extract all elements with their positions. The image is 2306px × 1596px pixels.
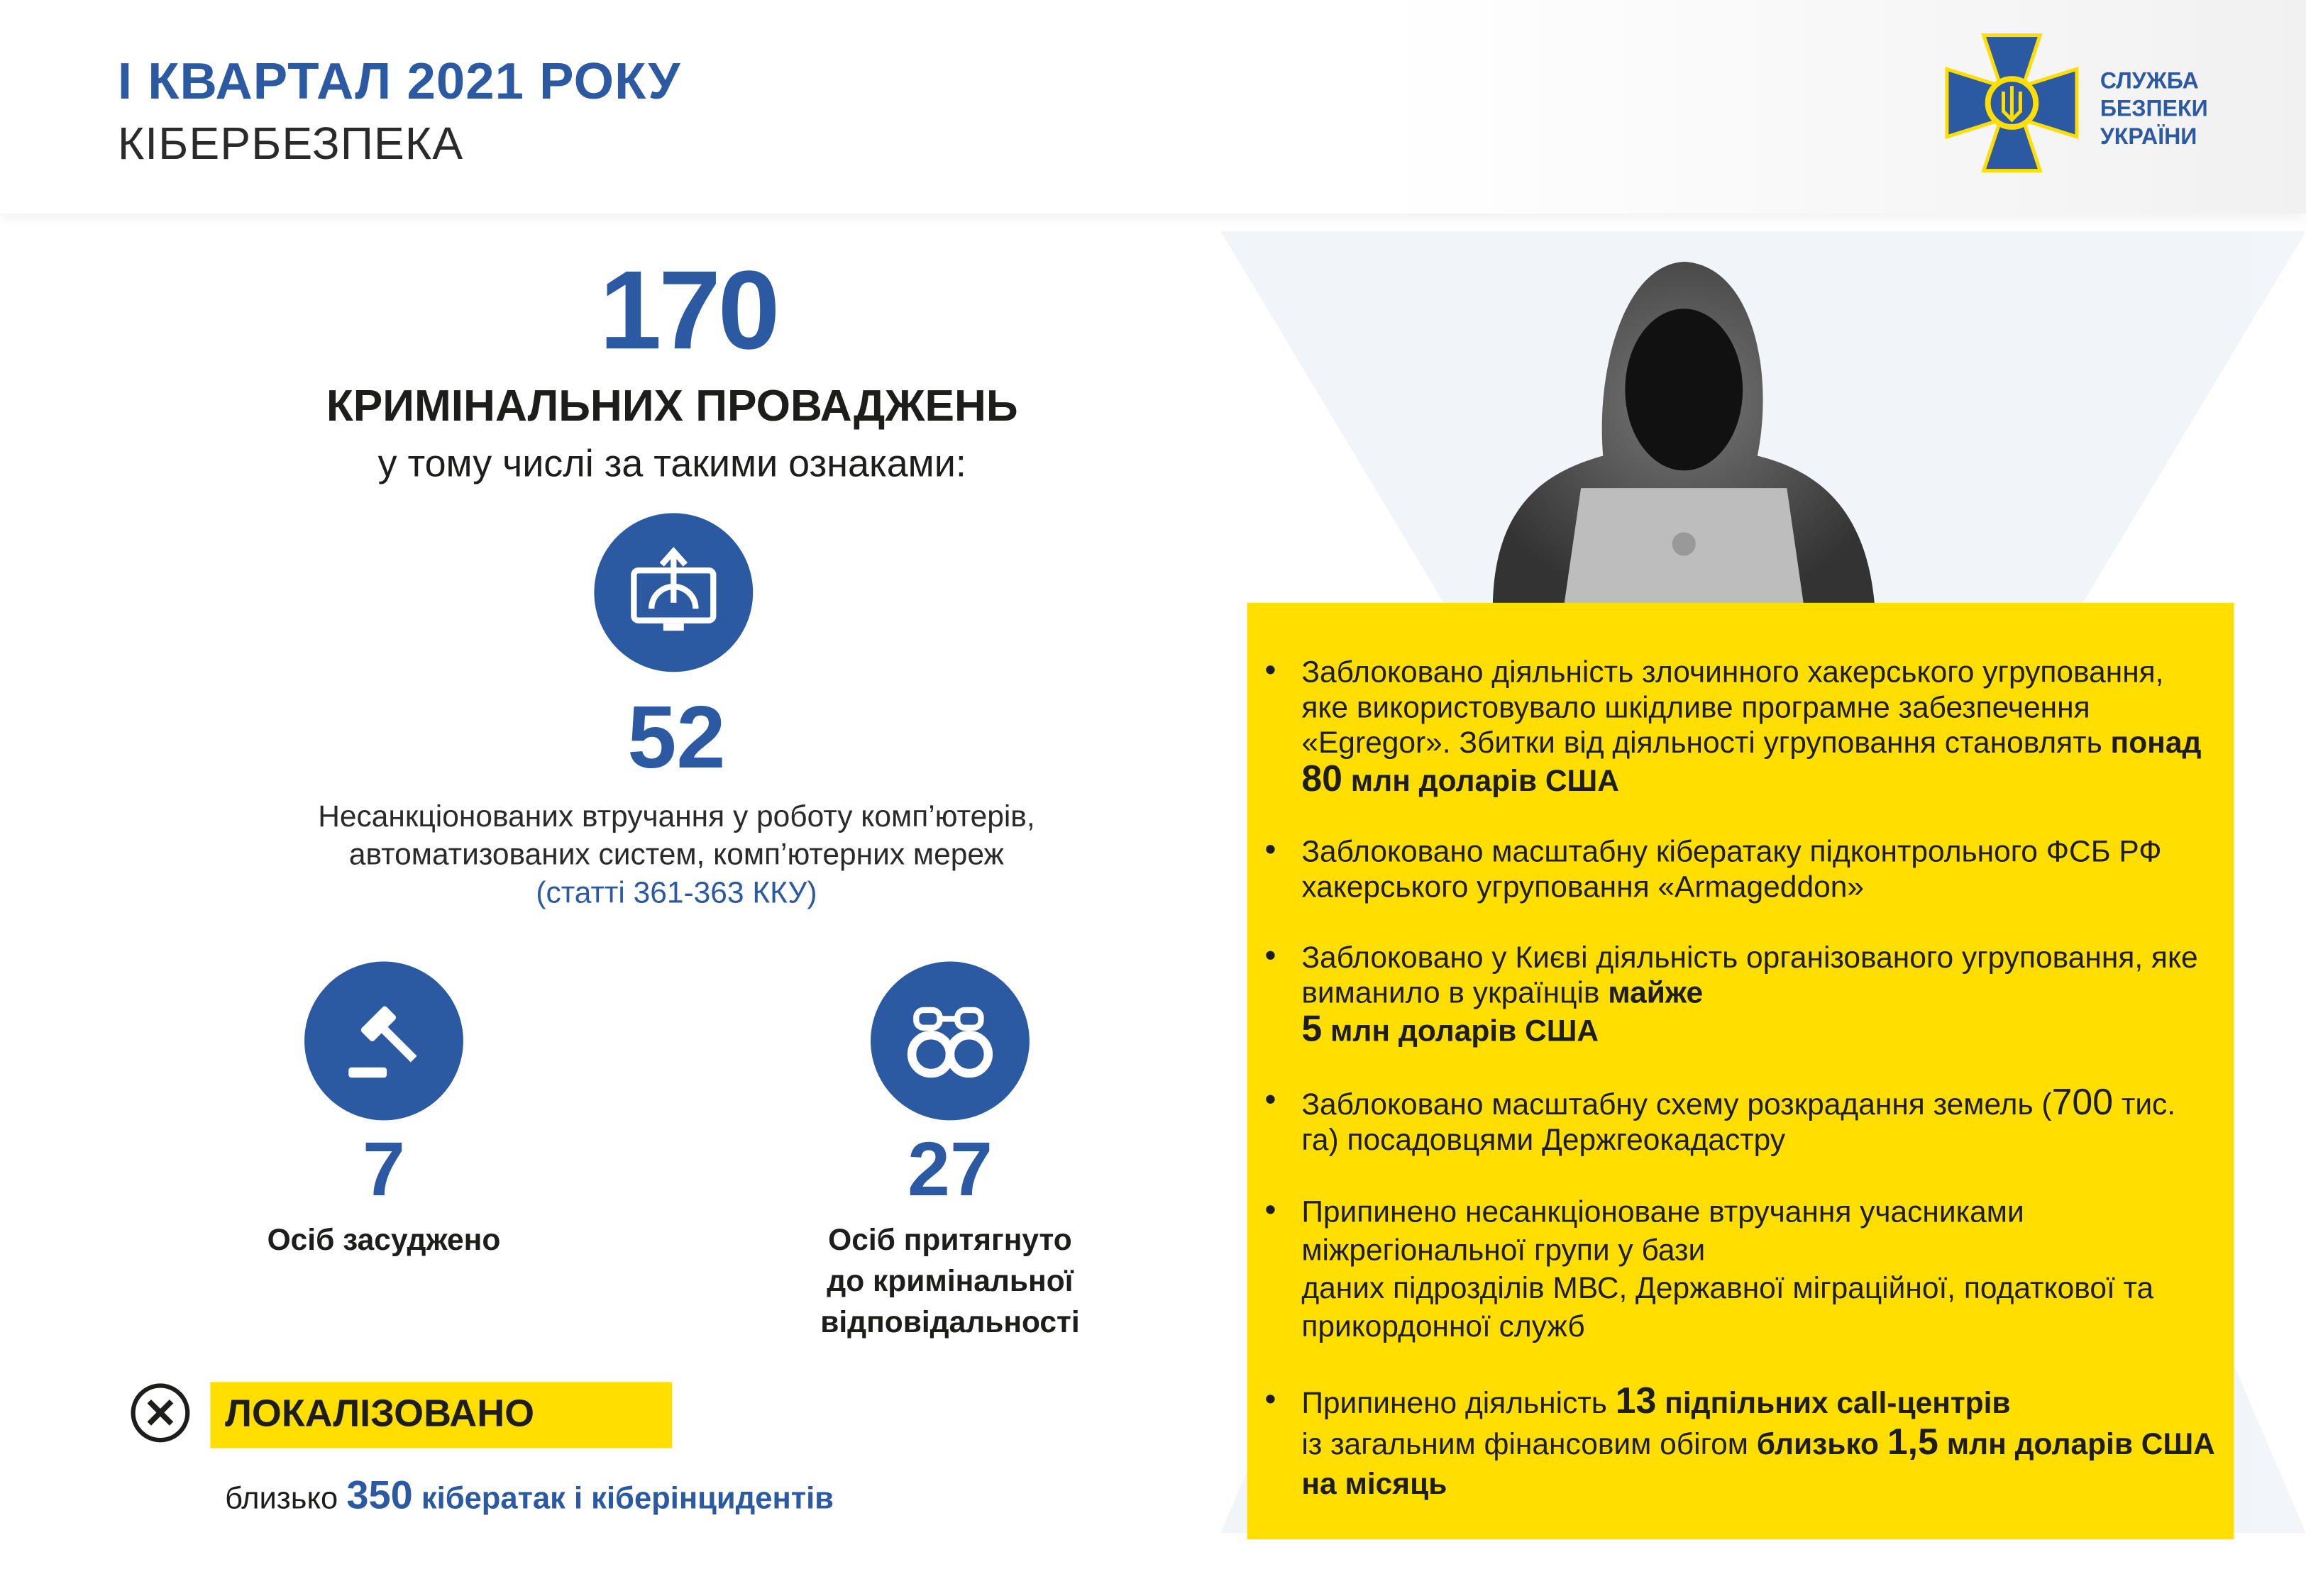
approx-prefix: близько [225, 1482, 338, 1516]
localized-summary [225, 1473, 834, 1519]
convicted-label: Осіб засуджено [267, 1223, 501, 1258]
attacks-label: кібератак і кіберінцидентів [421, 1482, 834, 1516]
unauthorized-description [147, 798, 1206, 913]
item-text: тис. га) посадовцями Держгеокадастру [1301, 1087, 2176, 1158]
list-item [1262, 1194, 2217, 1347]
charged-count: 27 [907, 1127, 993, 1213]
item-bold: млн доларів США [1322, 1014, 1599, 1048]
sbu-logo-text [2100, 67, 2208, 151]
localized-label: ЛОКАЛІЗОВАНО [225, 1390, 535, 1435]
item-text: Заблоковано масштабну схему розкрадання земель ( [1301, 1087, 2052, 1122]
item-text: Заблоковано діяльність злочинного хакерського угруповання, яке використовувало шкідливе програмне забезпечення «Egregor». Збитки від діяльності угруповання становлять [1301, 655, 2164, 760]
item-bold: майже [1608, 976, 1704, 1010]
highlights-list [1262, 655, 2217, 1539]
unauthorized-count: 52 [627, 688, 726, 787]
logo-line: СЛУЖБА [2100, 69, 2199, 94]
item-text: Припинено діяльність [1301, 1386, 1616, 1421]
list-item [1262, 655, 2217, 799]
charged-label [729, 1220, 1171, 1343]
list-item [1262, 1082, 2217, 1159]
handcuffs-icon [871, 962, 1030, 1121]
label-line: відповідальності [820, 1305, 1080, 1340]
item-bold: підпільних call-центрів [1656, 1386, 2011, 1421]
including-label: у тому числі за такими ознаками: [377, 440, 966, 485]
item-number: 80 [1301, 758, 1342, 800]
item-text: • Припинено несанкціоноване втручання учасниками міжрегіональної групи у бази [1301, 1195, 2024, 1268]
logo-line: БЕЗПЕКИ [2100, 96, 2208, 123]
logo-line: УКРАЇНИ [2100, 125, 2197, 150]
item-bold: млн доларів США на місяць [1301, 1427, 2215, 1502]
list-item [1262, 835, 2217, 905]
attacks-number: 350 [346, 1473, 413, 1518]
desc-line: автоматизованих систем, комп’ютерних мереж [348, 838, 1005, 872]
item-number: 13 [1615, 1380, 1657, 1422]
item-number: 5 [1301, 1008, 1323, 1050]
page-subtitle: КІБЕРБЕЗПЕКА [117, 117, 464, 170]
label-line: до кримінальної [827, 1264, 1074, 1299]
item-text: Заблоковано масштабну кібератаку підконтрольного ФСБ РФ хакерського угруповання «Armageddon» [1301, 835, 2162, 904]
gavel-icon [304, 962, 463, 1121]
list-item [1262, 941, 2217, 1050]
page-title: І КВАРТАЛ 2021 РОКУ [117, 52, 681, 111]
convicted-count: 7 [362, 1127, 405, 1213]
label-line: Осіб притягнуто [828, 1223, 1072, 1258]
sbu-emblem-icon [1941, 33, 2082, 174]
item-bold: млн доларів США [1342, 764, 1619, 799]
articles-reference: (статті 361-363 ККУ) [536, 876, 817, 911]
total-cases-number: 170 [599, 248, 778, 374]
item-text: даних підрозділів МВС, Державної міграційної, податкової та прикордонної служб [1301, 1271, 2154, 1344]
computer-intrusion-icon [594, 513, 753, 672]
item-text: Заблоковано у Києві діяльність організованого угруповання, яке виманило в українців [1301, 941, 2198, 1010]
total-cases-label: КРИМІНАЛЬНИХ ПРОВАДЖЕНЬ [326, 382, 1018, 431]
item-text: із загальним фінансовим обігом [1301, 1427, 1757, 1462]
item-bold: понад [2110, 726, 2202, 760]
item-number: 1,5 [1887, 1422, 1938, 1463]
item-bold: близько [1756, 1427, 1887, 1462]
desc-line: Несанкціонованих втручання у роботу комп’ютерів, [318, 799, 1035, 834]
item-number: 700 [2051, 1082, 2114, 1124]
list-item [1262, 1382, 2217, 1504]
close-circle-icon: ✕ [131, 1383, 189, 1442]
hacker-photo [1463, 250, 1890, 610]
